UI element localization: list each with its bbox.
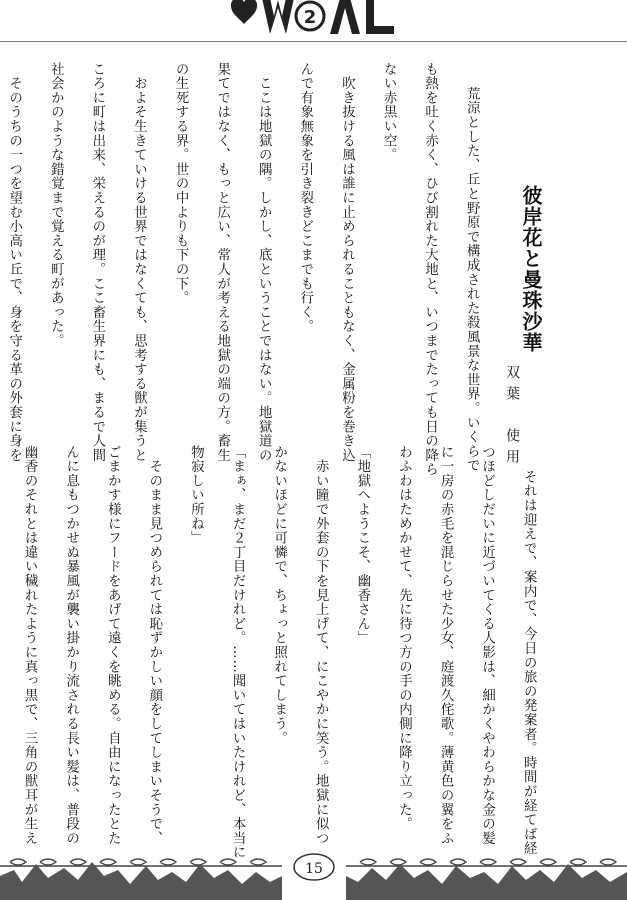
page-number: 15	[305, 861, 323, 877]
text-line: そのまま見つめられては恥ずかしい顔をしてしまいそうで、	[146, 445, 162, 846]
text-line: も熱を吐く赤く、ひび割れた大地と、いつまでたっても日の降ら	[422, 62, 438, 477]
grass-silhouette	[346, 864, 627, 900]
text-line: の生死する界。世の中よりも下の下。	[173, 62, 189, 306]
text-line: に一房の赤毛を混じらせた少女、庭渡久侘歌。薄黄色の翼をふ	[438, 445, 454, 846]
text-line: そのうちの一つを望む小高い丘で、身を守る革の外套に身を	[6, 62, 22, 463]
article-title: 彼岸花と曼珠沙華	[519, 185, 543, 353]
body-column-top	[6, 62, 502, 477]
body-column-bottom	[22, 445, 559, 860]
text-line: およそ生きていける世界ではなくても、思考する獣が集うと	[131, 62, 147, 463]
text-line: 赤い瞳で外套の下を見上げて、にこやかに笑う。地獄に似つ	[313, 445, 329, 846]
text-line: 物寂しい所ね」	[188, 445, 204, 546]
text-line: 幽香のそれとは違い穢れたように真っ黒で、三角の獣耳が生え	[22, 445, 38, 846]
text-line: 荒涼とした、丘と野原で構成された殺風景な世界。いくらで	[464, 72, 480, 473]
article-author: 双葉 使用	[504, 365, 520, 470]
text-line: 吹き抜ける風は誰に止められることもなく、金属粉を巻き込	[339, 62, 355, 463]
text-line: 「まぁ、まだ２丁目だけれど。……聞いてはいたけれど、本当に	[230, 445, 246, 860]
text-line: 果てではなく、もっと広い、常人が考える地獄の端の方。畜生	[214, 62, 230, 463]
text-line: ここは地獄の隅。しかし、底ということではない。地獄道の	[256, 62, 272, 463]
text-line: つほどしだいに近づいてくる人影は、細かくやわらかな金の髪	[479, 445, 495, 846]
text-line: んで有象無象を引き裂きどこまでも行く。	[297, 62, 313, 334]
header-rule	[0, 41, 627, 42]
text-line: んに息もつかせぬ暴風が襲い掛かり流される長い髪は、普段の	[63, 445, 79, 846]
text-line: ごまかす様にフードをあげて遠くを眺める。自由になったとた	[105, 445, 121, 846]
magazine-logo	[222, 0, 407, 42]
grass-silhouette	[0, 862, 282, 900]
text-line: かないほどに可憐で、ちょっと照れてしまう。	[271, 445, 287, 746]
page-header	[0, 0, 627, 48]
text-line: 社会かのような錯覚まで覚える町があった。	[48, 62, 64, 348]
logo-number: 2	[303, 7, 317, 28]
text-line: ころに町は出来、栄えるのが理。ここ畜生界にも、まるで人間	[89, 62, 105, 463]
heart-icon	[231, 0, 257, 24]
text-line: 「地獄へようこそ、幽香さん」	[354, 445, 370, 646]
text-line: わふわはためかせて、先に待つ方の手の内側に降り立った。	[396, 445, 412, 832]
text-line: ない赤黒い空。	[381, 62, 397, 163]
text-line: それは迎えで、案内で、今日の旅の発案者。時間が経てば経	[521, 455, 537, 856]
